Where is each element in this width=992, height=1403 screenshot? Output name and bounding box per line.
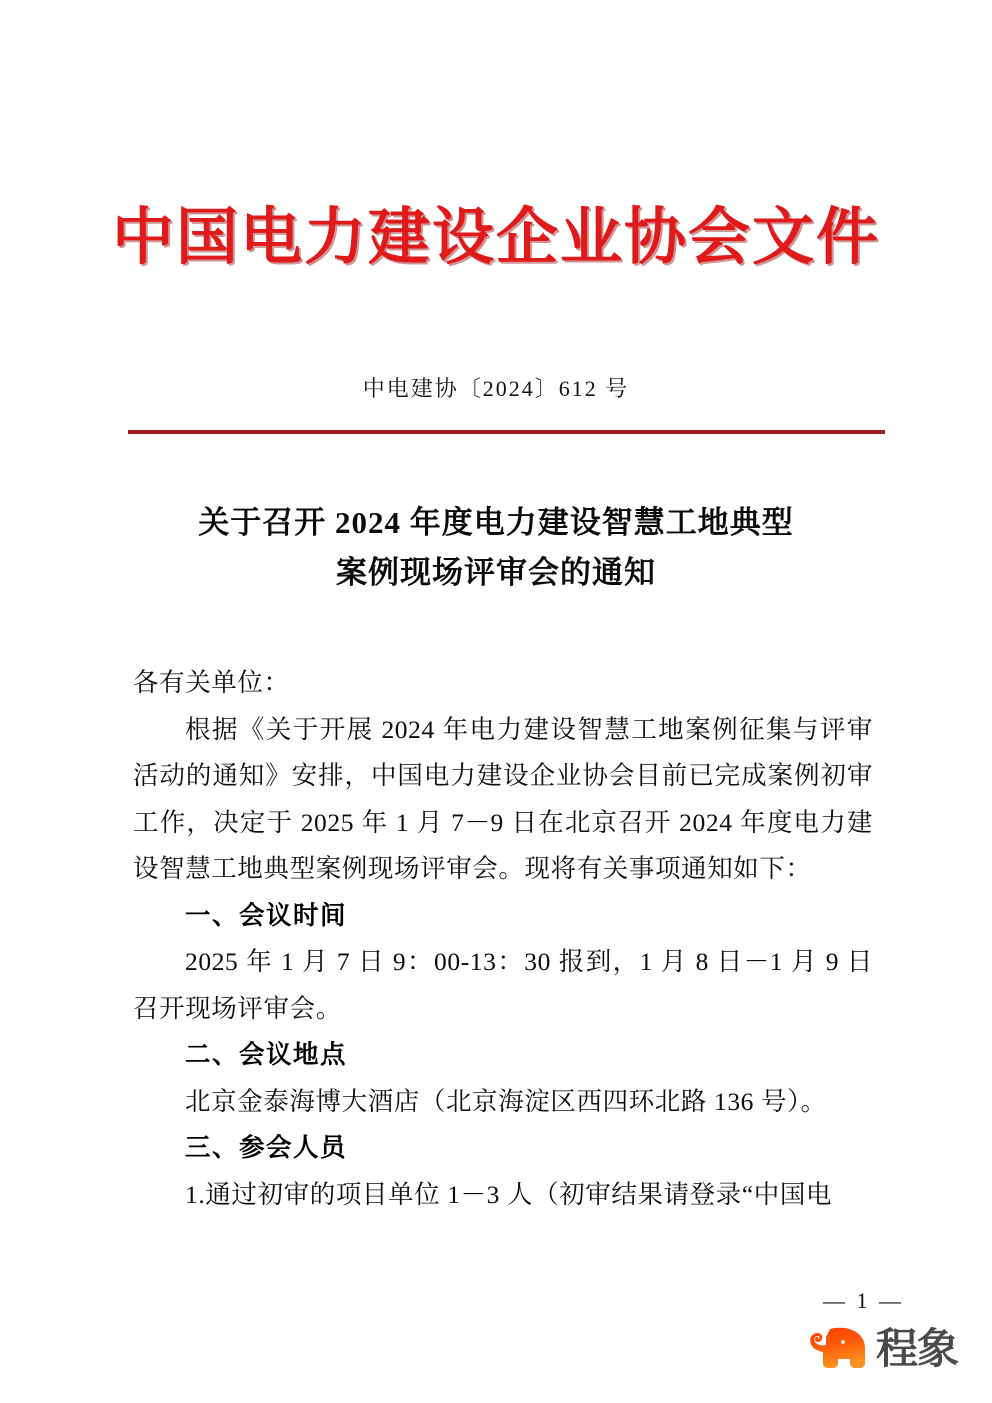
page-number: — 1 — (823, 1288, 904, 1313)
salutation: 各有关单位： (133, 668, 290, 697)
section-heading-1: 一、会议时间 (185, 901, 348, 930)
section-heading-2: 二、会议地点 (185, 1041, 348, 1069)
elephant-icon (808, 1325, 870, 1373)
letterhead (0, 206, 992, 271)
section-heading-3: 三、参会人员 (185, 1134, 348, 1162)
page-title-line-1: 关于召开 2024 年度电力建设智慧工地典型 (198, 505, 794, 540)
letterhead-organization-title: 中国电力建设企业协会文件 (111, 204, 880, 272)
section-body-1: 2025 年 1 月 7 日 9：00-13：30 报到，1 月 8 日－1 月 9 日召开现场评审会。 (133, 947, 873, 1023)
page-title (140, 498, 852, 598)
watermark-text: 程象 (876, 1325, 959, 1372)
watermark-logo (808, 1325, 958, 1373)
opening-paragraph: 根据《关于开展 2024 年电力建设智慧工地案例征集与评审活动的通知》安排，中国电力建设企业协会目前已完成案例初审工作，决定于 2025 年 1 月 7－9 日在北京召开 2024 年度电力建设智慧工地典型案例现场评审会。现将有关事项通知如下： (133, 714, 873, 883)
page-title-line-2: 案例现场评审会的通知 (336, 555, 656, 591)
section-body-3: 1.通过初审的项目单位 1－3 人（初审结果请登录“中国电 (185, 1179, 833, 1209)
letterhead-red-divider (128, 430, 885, 434)
section-body-2: 北京金泰海博大酒店（北京海淀区西四环北路 136 号）。 (185, 1086, 827, 1116)
document-number: 中电建协〔2024〕612 号 (362, 376, 630, 401)
document-body (133, 660, 873, 1218)
